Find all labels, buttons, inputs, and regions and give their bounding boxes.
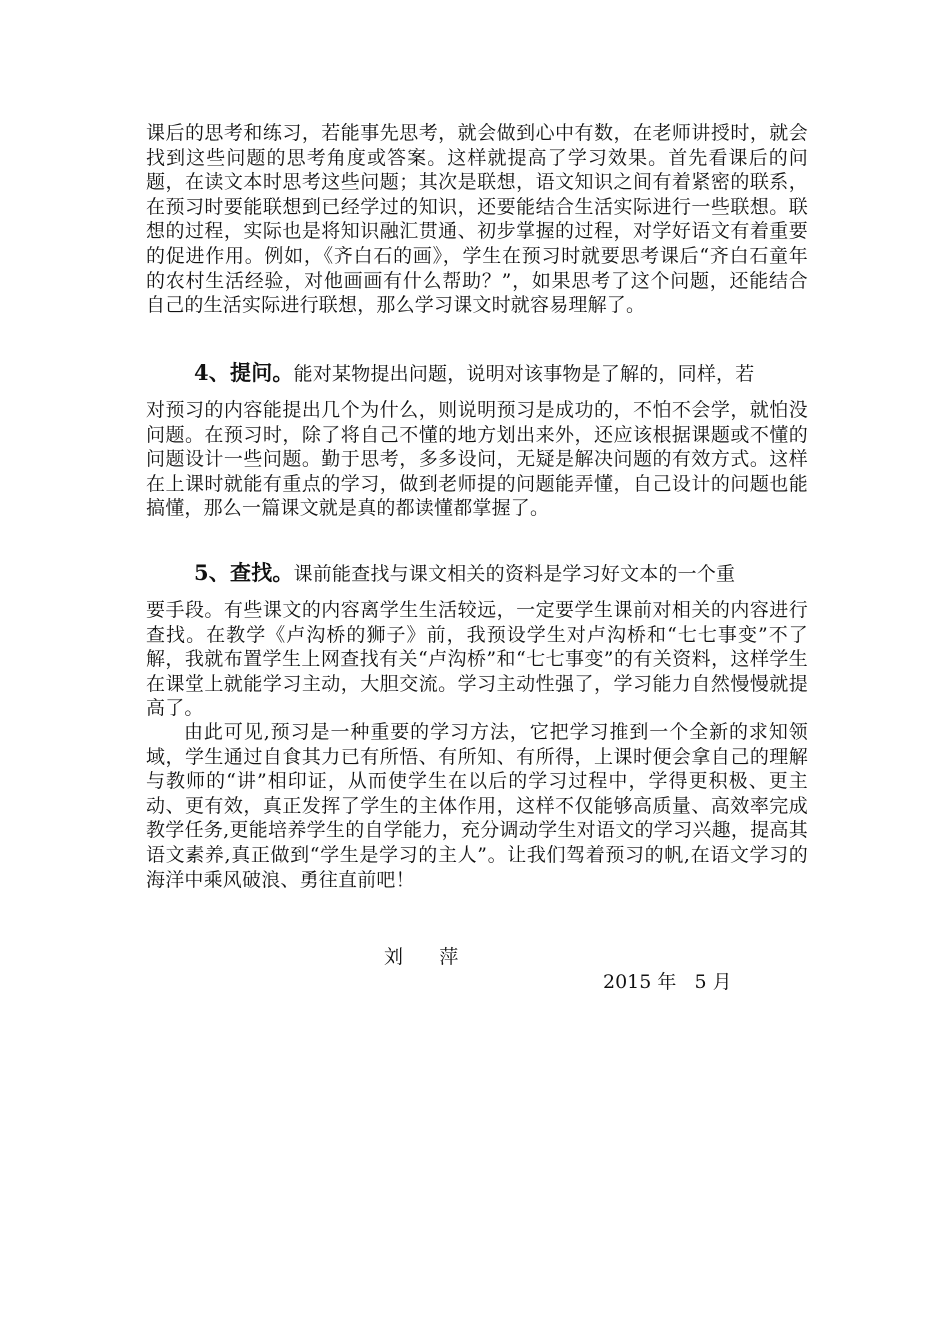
document-date: 2015 年 5 月: [603, 971, 732, 993]
intro-paragraph: 课后的思考和练习，若能事先思考，就会做到心中有数，在老师讲授时，就会找到这些问题的思考角度或答案。这样就提高了学习效果。首先看课后的问题，在读文本时思考这些问题；其次是联想，语文知识之间有着紧密的联系，在预习时要能联想到已经学过的知识，还要能结合生活实际进行一些联想。联想的过程，实际也是将知识融汇贯通、初步掌握的过程，对学好语文有着重要的促进作用。例如，《齐白石的画》，学生在预习时就要思考课后“齐白石童年的农村生活经验，对他画画有什么帮助？”，如果思考了这个问题，还能结合自己的生活实际进行联想，那么学习课文时就容易理解了。: [146, 122, 808, 317]
section-5-label: 5、查找。: [194, 560, 294, 585]
section-5-heading-line: [146, 561, 808, 587]
section-5-first-line: 课前能查找与课文相关的资料是学习好文本的一个重: [293, 563, 736, 585]
author-name: 刘 萍: [384, 946, 459, 968]
conclusion-paragraph: 由此可见,预习是一种重要的学习方法，它把学习推到一个全新的求知领域，学生通过自食其力已有所悟、有所知、有所得，上课时便会拿自己的理解与教师的“讲”相印证，从而使学生在以后的学习过程中，学得更积极、更主动、更有效，真正发挥了学生的主体作用，这样不仅能够高质量、高效率完成教学任务,更能培养学生的自学能力，充分调动学生对语文的学习兴趣，提高其语文素养,真正做到“学生是学习的主人”。让我们驾着预习的帆,在语文学习的海洋中乘风破浪、勇往直前吧！: [146, 721, 808, 891]
section-5-body: 要手段。有些课文的内容离学生生活较远，一定要学生课前对相关的内容进行查找。在教学《卢沟桥的狮子》前，我预设学生对卢沟桥和“七七事变”不了解，我就布置学生上网查找有关“卢沟桥”和“七七事变”的有关资料，这样学生在课堂上就能学习主动，大胆交流。学习主动性强了，学习能力自然慢慢就提高了。: [146, 599, 808, 720]
section-4-heading-line: [146, 361, 808, 387]
section-4-first-line: 能对某物提出问题，说明对该事物是了解的，同样，若: [293, 363, 755, 385]
section-4-label: 4、提问。: [194, 360, 294, 385]
section-4-body: 对预习的内容能提出几个为什么，则说明预习是成功的，不怕不会学，就怕没问题。在预习时，除了将自己不懂的地方划出来外，还应该根据课题或不懂的问题设计一些问题。勤于思考，多多设问，无疑是解决问题的有效方式。这样在上课时就能有重点的学习，做到老师提的问题能弄懂，自己设计的问题也能搞懂，那么一篇课文就是真的都读懂都掌握了。: [146, 399, 808, 520]
